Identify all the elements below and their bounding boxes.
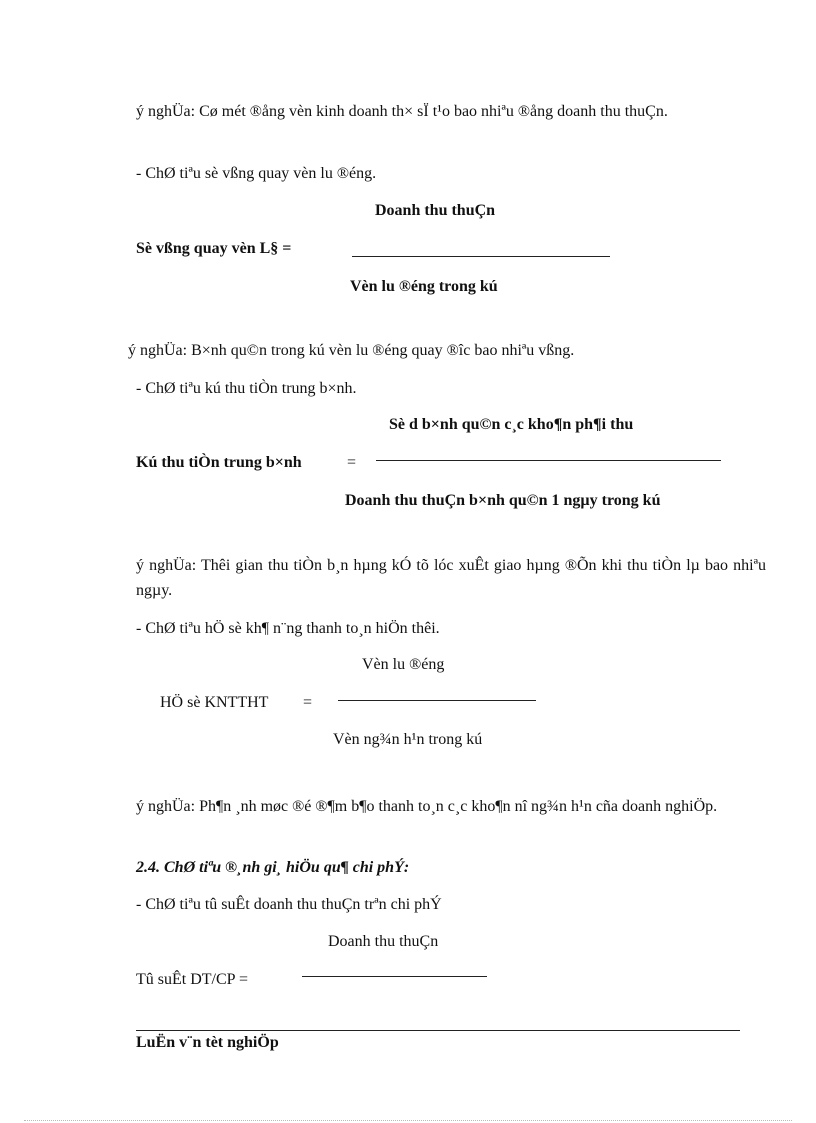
bullet-collection-period: - ChØ tiªu kú thu tiÒn trung b×nh. <box>136 380 357 397</box>
formula4-fraction-bar <box>302 976 487 977</box>
section-heading: 2.4. ChØ tiªu ®¸nh gi¸ hiÖu qu¶ chi phÝ: <box>136 859 410 876</box>
paragraph-meaning-2: ý nghÜa: B×nh qu©n trong kú vèn lu ®éng quay ®îc bao nhiªu vßng. <box>128 342 575 359</box>
formula2-denominator: Doanh thu thuÇn b×nh qu©n 1 ngµy trong kú <box>345 492 661 509</box>
formula2-fraction-bar <box>376 460 721 461</box>
paragraph-meaning-4: ý nghÜa: Ph¶n ¸nh møc ®é ®¶m b¶o thanh to¸n c¸c kho¶n nî ng¾n h¹n cña doanh nghiÖp. <box>136 798 718 815</box>
bullet-capital-turnover: - ChØ tiªu sè vßng quay vèn lu ®éng. <box>136 165 377 182</box>
formula1-fraction-bar <box>352 256 610 257</box>
formula1-label: Sè vßng quay vèn L§ = <box>136 240 292 257</box>
formula3-fraction-bar <box>338 700 536 701</box>
paragraph-meaning-1: ý nghÜa: Cø mét ®ång vèn kinh doanh th× sÏ t¹o bao nhiªu ®ång doanh thu thuÇn. <box>136 103 668 120</box>
paragraph-meaning-3: ý nghÜa: Thêi gian thu tiÒn b¸n hµng kÓ tõ lóc xuÊt giao hµng ®Õn khi thu tiÒn lµ bao nhiªu ngµy. <box>136 557 766 599</box>
formula3-label: HÖ sè KNTTHT <box>160 694 269 711</box>
footer-rule <box>136 1030 740 1031</box>
page-bottom-border <box>24 1120 792 1121</box>
formula2-label: Kú thu tiÒn trung b×nh <box>136 454 302 471</box>
formula4-numerator: Doanh thu thuÇn <box>328 933 439 950</box>
formula4-label: Tû suÊt DT/CP = <box>136 971 248 988</box>
formula1-denominator: Vèn lu ®éng trong kú <box>350 278 498 295</box>
formula2-numerator: Sè d b×nh qu©n c¸c kho¶n ph¶i thu <box>389 416 634 433</box>
formula3-equals: = <box>303 694 313 711</box>
bullet-revenue-cost-ratio: - ChØ tiªu tû suÊt doanh thu thuÇn trªn chi phÝ <box>136 896 442 913</box>
formula3-denominator: Vèn ng¾n h¹n trong kú <box>333 731 483 748</box>
bullet-current-ratio: - ChØ tiªu hÖ sè kh¶ n¨ng thanh to¸n hiÖn thêi. <box>136 620 440 637</box>
footer-text: LuËn v¨n tèt nghiÖp <box>136 1034 279 1051</box>
formula3-numerator: Vèn lu ®éng <box>362 656 445 673</box>
formula1-numerator: Doanh thu thuÇn <box>375 202 496 219</box>
formula2-equals: = <box>347 454 357 471</box>
